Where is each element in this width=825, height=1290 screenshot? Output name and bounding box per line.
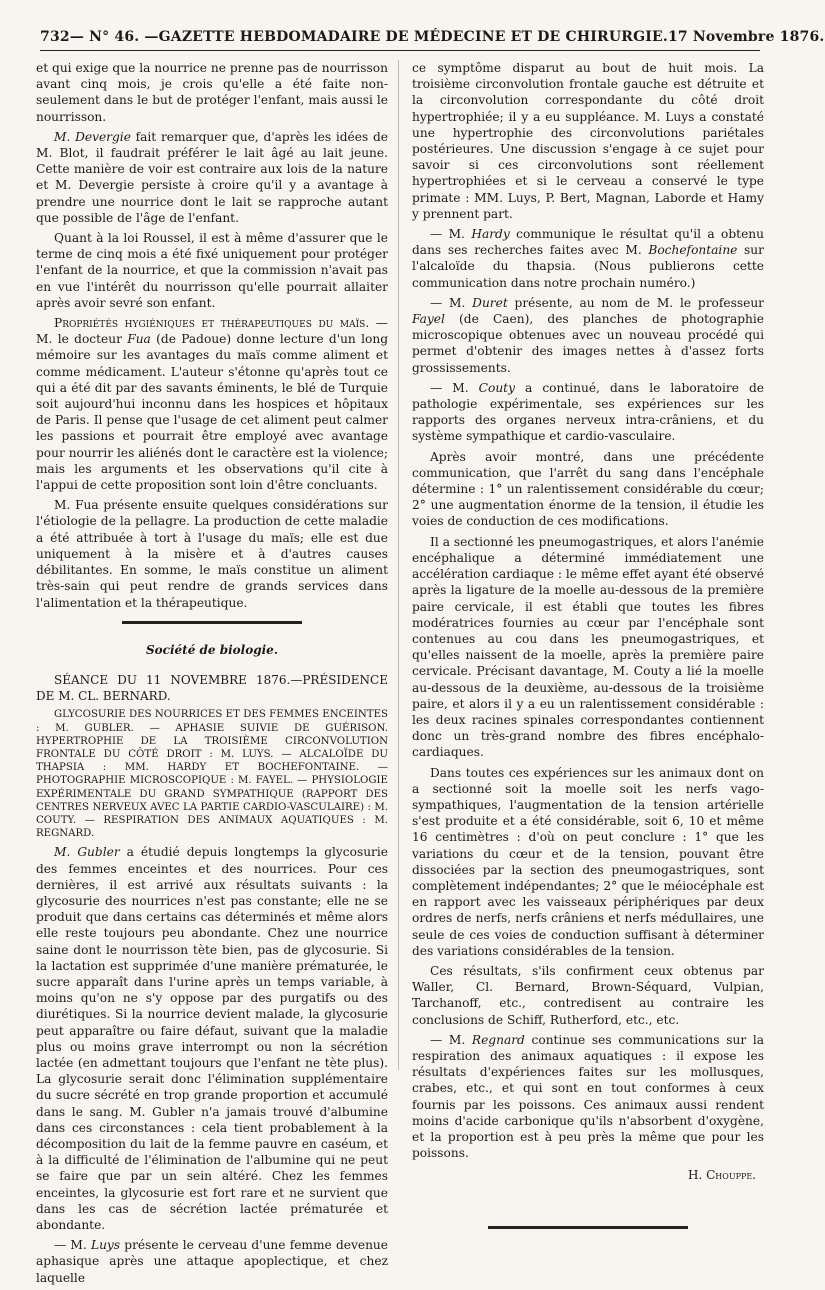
paragraph: M. Fua présente ensuite quelques considérations sur l'étiologie de la pellagre. La production de cette maladie a été attribuée à tort à l'usage du maïs; elle est due uniquement à la misère et à d'autres causes débilitantes. En somme, le maïs constitue un aliment très-sain qui peut rendre de grands services dans l'alimentation et la thérapeutique. [36,498,388,610]
paragraph-text: — M. [430,227,472,242]
paragraph-text: communique le résultat qu'il a obtenu dans ses recherches faites avec M. [412,227,764,258]
paragraph-text: a étudié depuis longtemps la glycosurie des femmes enceintes et des nourrices. Pour ces dernières, il est arrivé aux résultats suivants : la glycosurie des nourrices n'est pas constante; elle ne se produit que dans certains cas déterminés et même alors elle reste toujours peu abondante. Chez une nourrice saine dont le nourrisson tète bien, pas de glycosurie. Si la lactation est supprimée d'une manière prématurée, le sucre apparaît dans l'urine après un temps variable, à moins qu'on ne s'y oppose par des purgatifs ou des diurétiques. Si la nourrice devient malade, la glycosurie peut apparaître ou faire défaut, suivant que la maladie plus ou moins grave interrompt ou non la sécrétion lactée (en admettant toujours que l'enfant ne tète plus). La glycosurie serait donc l'élimination supplémentaire du sucre sécrété en trop grande proportion et accumulé dans le sang. M. Gubler n'a jamais trouvé d'albumine dans ces circonstances : cela tient probablement à la décomposition du lait de la femme pauvre en caséum, et à la difficulté de l'élimination de l'albumine qui ne peut se faire que par un sein altéré. Chez les femmes enceintes, la glycosurie est fort rare et ne survient que dans les cas de sécrétion lactée prématurée et abondante. [36,845,388,1233]
column-divider [398,60,399,1070]
author-name: Duret [472,295,508,310]
signature: H. Chouppe. [688,1168,756,1183]
paragraph: et qui exige que la nourrice ne prenne pas de nourrisson avant cinq mois, je crois qu'elle a été faite non-seulement dans le but de protéger l'enfant, mais aussi le nourrisson. [36,61,388,124]
paragraph: Ces résultats, s'ils confirment ceux obtenus par Waller, Cl. Bernard, Brown-Séquard, Vulpian, Tarchanoff, etc., contredisent au contraire les conclusions de Schiff, Rutherford, etc., etc. [412,963,764,1027]
author-name: Regnard [471,1032,525,1047]
section-heading: Propriétés hygiéniques et thérapeutiques du maïs. — [54,316,388,331]
journal-title: GAZETTE HEBDOMADAIRE DE MÉDECINE ET DE CHIRURGIE. [158,29,668,45]
paragraph-text: — M. [54,1238,91,1253]
paragraph-text: présente, au nom de M. le professeur [507,295,764,310]
author-name: Fayel [412,312,445,327]
paragraph-text: — M. [430,1032,472,1047]
paragraph: ce symptôme disparut au bout de huit mois. La troisième circonvolution frontale gauche est détruite et la circonvolution correspondante du côté droit hypertrophiée; il y a eu suppléance. M. Luys a constaté une hypertrophie des circonvolutions pariétales postérieures. Une discussion s'engage à ce sujet pour savoir si ces circonvolutions sont réellement hypertrophiées et si le cerveau a conservé le type primate : MM. Luys, P. Bert, Magnan, Laborde et Hamy y prennent part. [412,61,764,221]
author-name: Bochefontaine [648,243,738,258]
paragraph-text: sur l'alcaloïde du thapsia. (Nous publierons cette communication dans notre prochain numéro.) [412,243,764,290]
paragraph-text: M. le docteur [36,332,128,347]
author-name: Hardy [471,227,510,242]
paragraph-text: fait remarquer que, d'après les idées de M. Blot, il faudrait préférer le lait âgé au lait jeune. Cette manière de voir est contraire aux lois de la nature et M. Devergie persiste à croire qu'il y a avantage à prendre une nourrice dont le lait se rapproche autant que possible de l'âge de l'enfant. [36,129,388,225]
paragraph [36,129,388,226]
author-name: Couty [478,380,515,395]
author-name: M. Devergie [54,129,131,144]
author-name: Luys [90,1238,121,1253]
issue-date: 17 Novembre 1876. [667,29,825,45]
paragraph-text: — M. [430,380,479,395]
society-heading: Société de biologie. [145,642,278,657]
left-column [36,60,388,1290]
paragraph [36,315,388,493]
section-rule [122,621,302,624]
right-column [412,60,764,1229]
paragraph [412,380,764,445]
paragraph-text: — M. [430,295,473,310]
paragraph-text: présente le cerveau d'une femme devenue aphasique après une attaque apoplectique, et chez laquelle [36,1238,388,1285]
paragraph-text: a continué, dans le laboratoire de pathologie expérimentale, ses expériences sur les rapports des organes nerveux intra-crâniens, et du système sympathique et cardio-vasculaire. [412,380,764,444]
session-summary: GLYCOSURIE DES NOURRICES ET DES FEMMES ENCEINTES : M. GUBLER. — APHASIE SUIVIE DE GUÉRISON. HYPERTROPHIE DE LA TROISIÈME CIRCONVOLUTION FRONTALE DU CÔTÉ DROIT : M. LUYS. — ALCALOÏDE DU THAPSIA : MM. HARDY ET BOCHEFONTAINE. — PHOTOGRAPHIE MICROSCOPIQUE : M. FAYEL. — PHYSIOLOGIE EXPÉRIMENTALE DU GRAND SYMPATHIQUE (RAPPORT DES CENTRES NERVEUX AVEC LA PARTIE CARDIO-VASCULAIRE) : M. COUTY. — RESPIRATION DES ANIMAUX AQUATIQUES : M. REGNARD. [36,709,388,840]
page-header [40,24,825,51]
paragraph: Quant à la loi Roussel, il est à même d'assurer que le terme de cinq mois a été fixé uniquement pour protéger l'enfant de la nourrice, et que la commission n'avait pas en vue l'intérêt du nourrisson qu'elle pourrait allaiter après avoir sevré son enfant. [36,231,388,310]
paragraph-text: continue ses communications sur la respiration des animaux aquatiques : il expose les résultats d'expériences faites sur les mollusques, crabes, etc., et qui sont en tout conformes à ceux fournis par les poissons. Ces animaux aussi rendent moins d'acide carbonique qu'ils n'absorbent d'oxygène, et la proportion est à peu près la même que pour les poissons. [412,1032,764,1161]
paragraph [412,226,764,291]
paragraph: Il a sectionné les pneumogastriques, et alors l'anémie encéphalique a déterminé immédiatement une accélération cardiaque : le même effet ayant été observé après la ligature de la moelle au-dessous de la première paire cervicale, il est établi que toutes les fibres modératrices fournies au cœur par l'encéphale sont contenues au cou dans les pneumogastriques, et qu'elles naissent de la moelle, après la première paire cervicale. Précisant davantage, M. Couty a lié la moelle au-dessous de la deuxième, au-dessous de la troisième paire, et alors il y a eu un ralentissement considérable : les deux racines spinales correspondantes contiennent donc un très-grand nombre des fibres encéphalo-cardiaques. [412,534,764,760]
paragraph [36,844,388,1233]
author-name: Fua [127,332,151,347]
paragraph: Dans toutes ces expériences sur les animaux dont on a sectionné soit la moelle soit les nerfs vago-sympathiques, l'augmentation de la tension artérielle s'est produite et a été considérable, soit 6, 10 et même 16 centimètres : d'où on peut conclure : 1° que les variations du cœur et de la tension, pouvant être dissociées par la section des pneumogastriques, sont complètement indépendantes; 2° que le méiocéphale est en rapport avec les vaisseaux périphériques par deux ordres de nerfs, nerfs crâniens et nerfs médullaires, une seule de ces voies de conduction suffisant à déterminer des variations considérables de la tension. [412,765,764,958]
paragraph-text: (de Caen), des planches de photographie microscopique obtenues avec un nouveau procédé qui permet d'obtenir des images nettes à d'assez forts grossissements. [412,312,764,375]
paragraph-text: (de Padoue) donne lecture d'un long mémoire sur les avantages du maïs comme aliment et comme médicament. L'auteur s'étonne qu'après tout ce qui a été dit par des savants éminents, le blé de Turquie soit aujourd'hui inconnu dans les hospices et hôpitaux de Paris. Il pense que l'usage de cet aliment peut calmer les passions et pourrait être employé avec avantage pour nourrir les aliénés dont le caractère est la violence; mais les arguments et les observations qu'il cite à l'appui de cette proposition sont loin d'être concluants. [36,332,388,493]
paragraph: Après avoir montré, dans une précédente communication, que l'arrêt du sang dans l'encéphale détermine : 1° un ralentissement considérable du cœur; 2° une augmentation énorme de la tension, il étudie les voies de conduction de ces modifications. [412,449,764,529]
issue-number: — N° 46. — [69,29,159,45]
author-name: M. Gubler [54,845,120,860]
end-rule [488,1226,688,1229]
paragraph [412,1032,764,1162]
session-line: SÉANCE DU 11 NOVEMBRE 1876.—PRÉSIDENCE DE M. CL. BERNARD. [36,672,388,704]
page-number: 732 [40,29,70,45]
paragraph [412,295,764,376]
paragraph [36,1237,388,1286]
